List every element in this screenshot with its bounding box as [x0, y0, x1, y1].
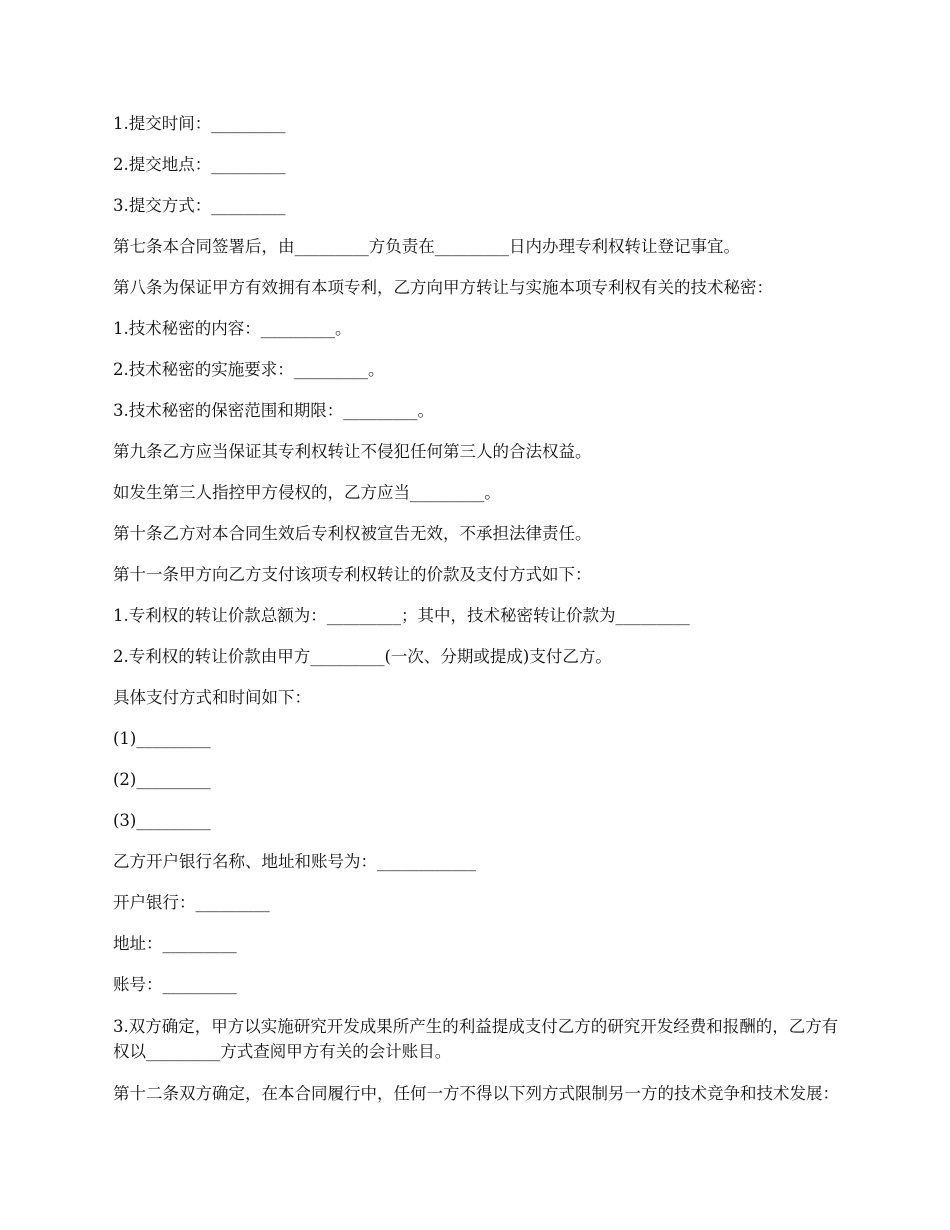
- paragraph-secret-content: 1.技术秘密的内容：_________。: [113, 319, 352, 338]
- paragraph-article-8: 第八条为保证甲方有效拥有本项专利，乙方向甲方转让与实施本项专利权有关的技术秘密：: [113, 278, 773, 297]
- paragraph-article-10: 第十条乙方对本合同生效后专利权被宣告无效，不承担法律责任。: [113, 524, 592, 543]
- paragraph-secret-scope: 3.技术秘密的保密范围和期限：_________。: [113, 401, 434, 420]
- paragraph-article-9: 第九条乙方应当保证其专利权转让不侵犯任何第三人的合法权益。: [113, 442, 592, 461]
- paragraph-secret-requirements: 2.技术秘密的实施要求：_________。: [113, 360, 385, 379]
- paragraph-article-7: 第七条本合同签署后，由_________方负责在_________日内办理专利权转让登记事宜。: [113, 237, 740, 256]
- paragraph-submit-place: 2.提交地点：_________: [113, 155, 286, 174]
- paragraph-payment-item-3: (3)_________: [113, 811, 211, 830]
- paragraph-article-11: 第十一条甲方向乙方支付该项专利权转让的价款及支付方式如下：: [113, 565, 592, 584]
- paragraph-bank-name: 开户银行：_________: [113, 893, 270, 912]
- paragraph-payment-item-1: (1)_________: [113, 729, 211, 748]
- paragraph-payment-mode: 2.专利权的转让价款由甲方_________(一次、分期或提成)支付乙方。: [113, 647, 612, 666]
- document-body: [113, 112, 843, 1123]
- paragraph-article-12: 第十二条双方确定，在本合同履行中，任何一方不得以下列方式限制另一方的技术竞争和技术发展：: [113, 1084, 839, 1103]
- paragraph-bank-account: 账号：_________: [113, 975, 237, 994]
- paragraph-total-price: 1.专利权的转让价款总额为：_________；其中，技术秘密转让价款为_________: [113, 606, 690, 625]
- paragraph-infringement: 如发生第三人指控甲方侵权的，乙方应当_________。: [113, 483, 501, 502]
- paragraph-royalty-audit: 3.双方确定，甲方以实施研究开发成果所产生的利益提成支付乙方的研究开发经费和报酬的，乙方有权以_________方式查阅甲方有关的会计账目。: [113, 1017, 839, 1061]
- paragraph-submit-time: 1.提交时间：_________: [113, 114, 286, 133]
- paragraph-bank-address: 地址：_________: [113, 934, 237, 953]
- paragraph-submit-method: 3.提交方式：_________: [113, 196, 286, 215]
- paragraph-bank-info: 乙方开户银行名称、地址和账号为：____________: [113, 852, 476, 871]
- paragraph-payment-item-2: (2)_________: [113, 770, 211, 789]
- paragraph-payment-details: 具体支付方式和时间如下：: [113, 688, 311, 707]
